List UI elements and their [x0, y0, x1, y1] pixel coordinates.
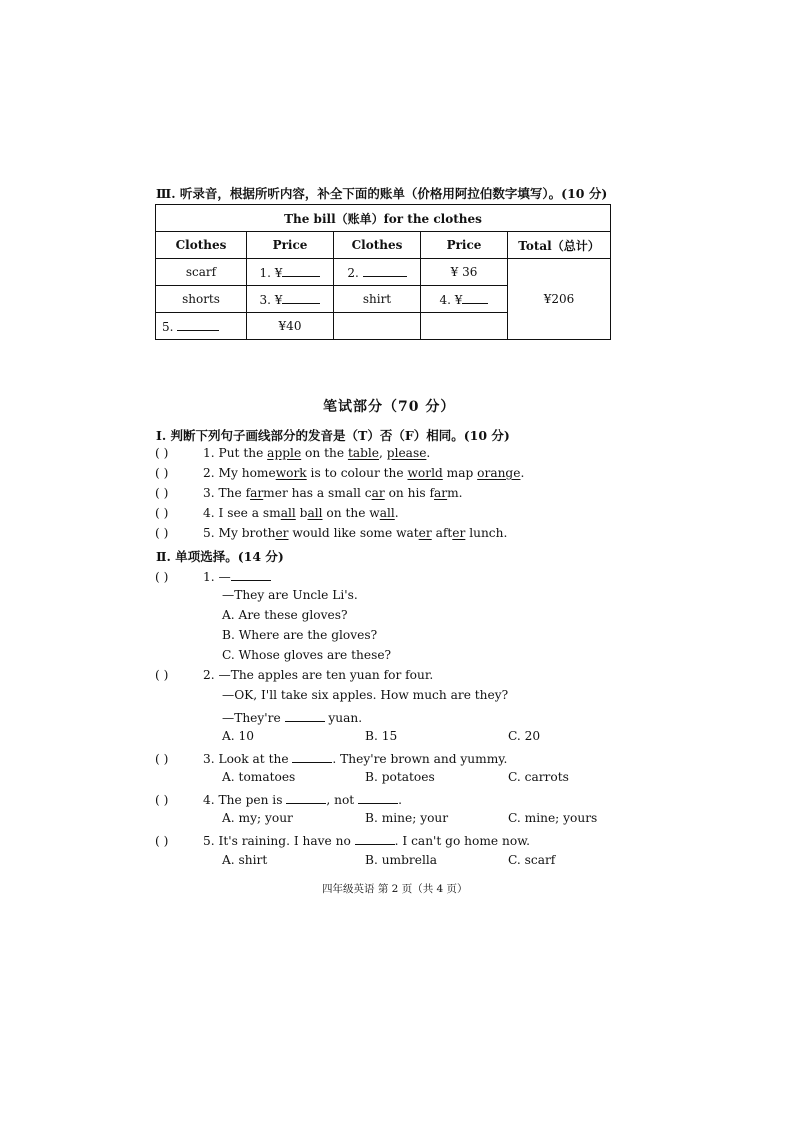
part1-item-2: ( ) 2. My homework is to colour the world map orange. [155, 466, 525, 480]
listening-heading: Ⅲ. 听录音，根据所听内容，补全下面的账单（价格用阿拉伯数字填写）。(10 分) [156, 186, 608, 201]
q5-option-c: C. scarf [508, 853, 556, 867]
q2-stem: ( ) 2. —The apples are ten yuan for four. [155, 668, 434, 682]
cell-empty-2 [421, 313, 508, 340]
q3-option-b: B. potatoes [365, 770, 435, 784]
header-total: Total（总计） [508, 232, 611, 259]
cell-blank-4: 4. ¥ [421, 286, 508, 313]
header-price-2: Price [421, 232, 508, 259]
page-footer: 四年级英语 第 2 页（共 4 页） [322, 883, 468, 895]
q5-option-b: B. umbrella [365, 853, 438, 867]
cell-price-40: ¥40 [247, 313, 334, 340]
bill-title: The bill（账单）for the clothes [156, 205, 611, 232]
q2-option-c: C. 20 [508, 729, 541, 743]
part1-item-1: ( ) 1. Put the apple on the table, please. [155, 446, 431, 460]
q2-line-2: —OK, I'll take six apples. How much are they? [222, 688, 509, 702]
bill-table [155, 204, 611, 340]
cell-blank-3: 3. ¥ [247, 286, 334, 313]
q4-option-b: B. mine; your [365, 811, 449, 825]
part2-heading: Ⅱ. 单项选择。(14 分) [156, 549, 284, 564]
q1-option-c: C. Whose gloves are these? [222, 648, 392, 662]
header-clothes-1: Clothes [156, 232, 247, 259]
q4-stem: ( ) 4. The pen is , not . [155, 793, 402, 807]
q2-line-3: —They're yuan. [222, 711, 363, 725]
q5-option-a: A. shirt [222, 853, 268, 867]
header-clothes-2: Clothes [334, 232, 421, 259]
part1-item-4: ( ) 4. I see a small ball on the wall. [155, 506, 399, 520]
written-title: 笔试部分（70 分） [323, 399, 456, 415]
cell-shorts: shorts [156, 286, 247, 313]
q2-option-b: B. 15 [365, 729, 398, 743]
cell-shirt: shirt [334, 286, 421, 313]
q4-option-a: A. my; your [222, 811, 293, 825]
cell-blank-5: 5. [156, 313, 247, 340]
q1-stem: ( ) 1. — [155, 568, 271, 584]
q4-option-c: C. mine; yours [508, 811, 598, 825]
cell-blank-1: 1. ¥ [247, 259, 334, 286]
part1-item-5: ( ) 5. My brother would like some water after lunch. [155, 526, 508, 540]
cell-price-36: ¥ 36 [421, 259, 508, 286]
cell-empty-1 [334, 313, 421, 340]
q3-option-a: A. tomatoes [222, 770, 296, 784]
q5-stem: ( ) 5. It's raining. I have no . I can't go home now. [155, 834, 531, 848]
q3-stem: ( ) 3. Look at the . They're brown and yummy. [155, 752, 508, 766]
part1-heading: Ⅰ. 判断下列句子画线部分的发音是（T）否（F）相同。(10 分) [156, 428, 510, 443]
cell-scarf: scarf [156, 259, 247, 286]
q1-option-a: A. Are these gloves? [222, 608, 348, 622]
cell-total: ¥206 [508, 259, 611, 340]
q1-reply: —They are Uncle Li's. [222, 588, 358, 602]
q3-option-c: C. carrots [508, 770, 569, 784]
part1-item-3: ( ) 3. The farmer has a small car on his farm. [155, 486, 463, 500]
header-price-1: Price [247, 232, 334, 259]
cell-blank-2: 2. [334, 259, 421, 286]
q2-option-a: A. 10 [222, 729, 255, 743]
q1-option-b: B. Where are the gloves? [222, 628, 378, 642]
